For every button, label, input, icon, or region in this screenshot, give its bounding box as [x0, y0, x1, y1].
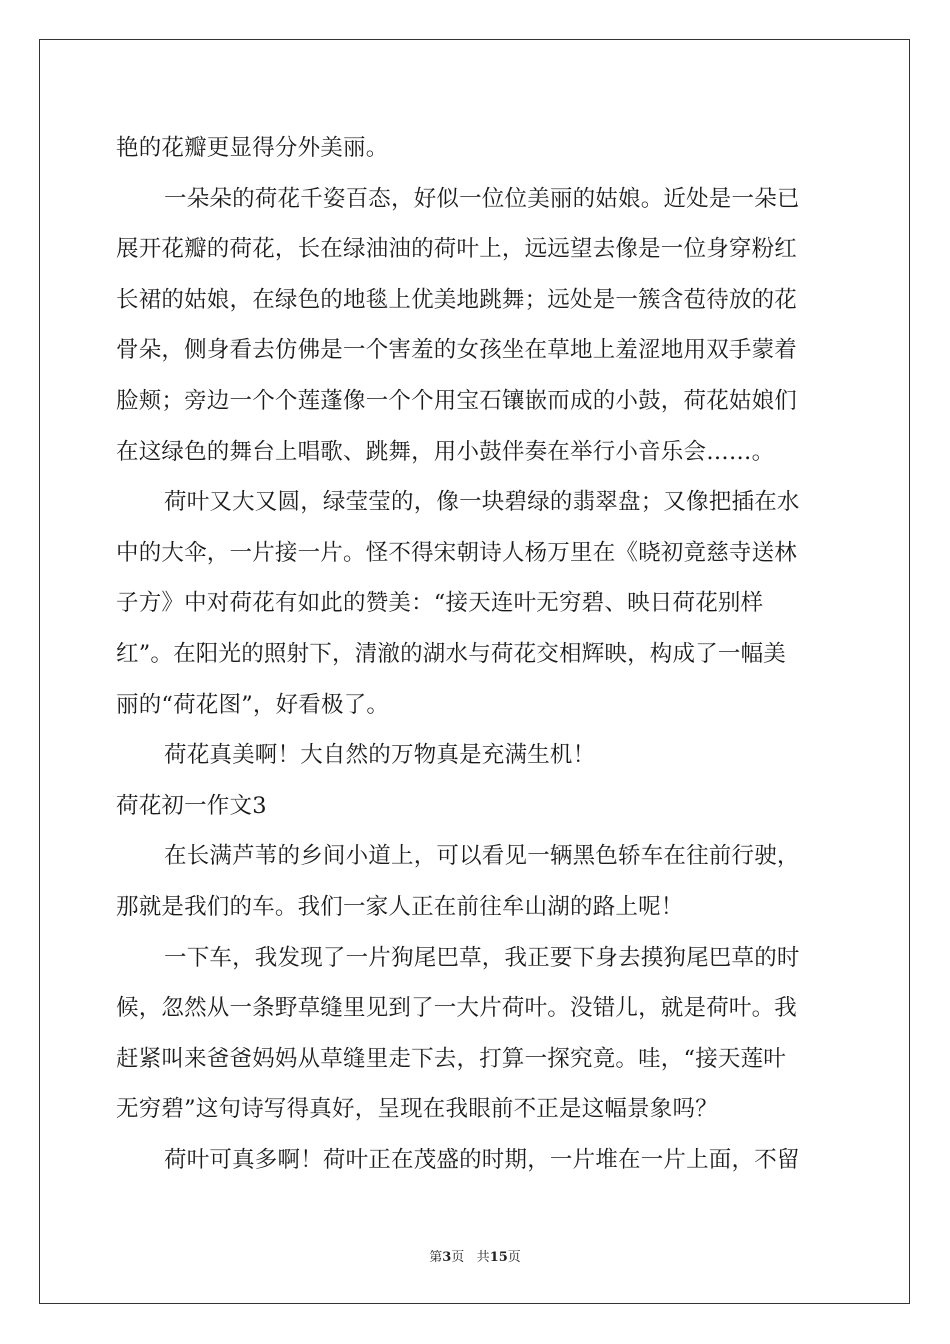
text-line: 丽的“荷花图”，好看极了。	[116, 691, 390, 718]
text-line: 中的大伞，一片接一片。怪不得宋朝诗人杨万里在《晓初竟慈寺送林	[116, 539, 798, 566]
text-line: 红”。在阳光的照射下，清澈的湖水与荷花交相辉映，构成了一幅美	[116, 641, 787, 667]
text-line: 一下车，我发现了一片狗尾巴草，我正要下身去摸狗尾巴草的时	[164, 944, 800, 971]
text-line: 那就是我们的车。我们一家人正在前往牟山湖的路上呢！	[116, 894, 684, 920]
page-footer	[0, 1246, 950, 1265]
text-line: 荷叶可真多啊！荷叶正在茂盛的时期，一片堆在一片上面，不留	[164, 1147, 800, 1173]
text-line: 荷花真美啊！大自然的万物真是充满生机！	[164, 742, 596, 769]
text-line: 荷叶又大又圆，绿莹莹的，像一块碧绿的翡翠盘；又像把插在水	[164, 489, 800, 516]
text-line: 赶紧叫来爸爸妈妈从草缝里走下去，打算一探究竟。哇，“接天莲叶	[116, 1045, 787, 1072]
text-line: 艳的花瓣更显得分外美丽。	[116, 135, 389, 161]
total-prefix: 共	[476, 1250, 490, 1265]
text-line: 脸颊；旁边一个个莲蓬像一个个用宝石镶嵌而成的小鼓，荷花姑娘们	[116, 388, 798, 414]
page-suffix: 页	[451, 1250, 465, 1265]
text-line: 长裙的姑娘，在绿色的地毯上优美地跳舞；远处是一簇含苞待放的花	[116, 286, 798, 313]
text-line: 在这绿色的舞台上唱歌、跳舞，用小鼓伴奏在举行小音乐会……。	[116, 438, 775, 465]
page-number: 3	[442, 1250, 452, 1265]
page-prefix: 第	[429, 1250, 443, 1265]
text-line: 子方》中对荷花有如此的赞美：“接天连叶无穷碧、映日荷花别样	[116, 590, 764, 617]
total-pages: 15	[489, 1250, 508, 1265]
text-line: 展开花瓣的荷花，长在绿油油的荷叶上，远远望去像是一位身穿粉红	[116, 236, 798, 263]
text-line: 一朵朵的荷花千姿百态，好似一位位美丽的姑娘。近处是一朵已	[164, 185, 800, 212]
text-line: 在长满芦苇的乡间小道上，可以看见一辆黑色轿车在往前行驶，	[164, 843, 800, 870]
text-line: 骨朵，侧身看去仿佛是一个害羞的女孩坐在草地上羞涩地用双手蒙着	[116, 337, 798, 364]
text-line: 候，忽然从一条野草缝里见到了一大片荷叶。没错儿，就是荷叶。我	[116, 995, 798, 1022]
total-suffix: 页	[507, 1250, 521, 1265]
text-line: 无穷碧”这句诗写得真好，呈现在我眼前不正是这幅景象吗？	[116, 1096, 718, 1123]
section-heading: 荷花初一作文3	[116, 792, 267, 819]
